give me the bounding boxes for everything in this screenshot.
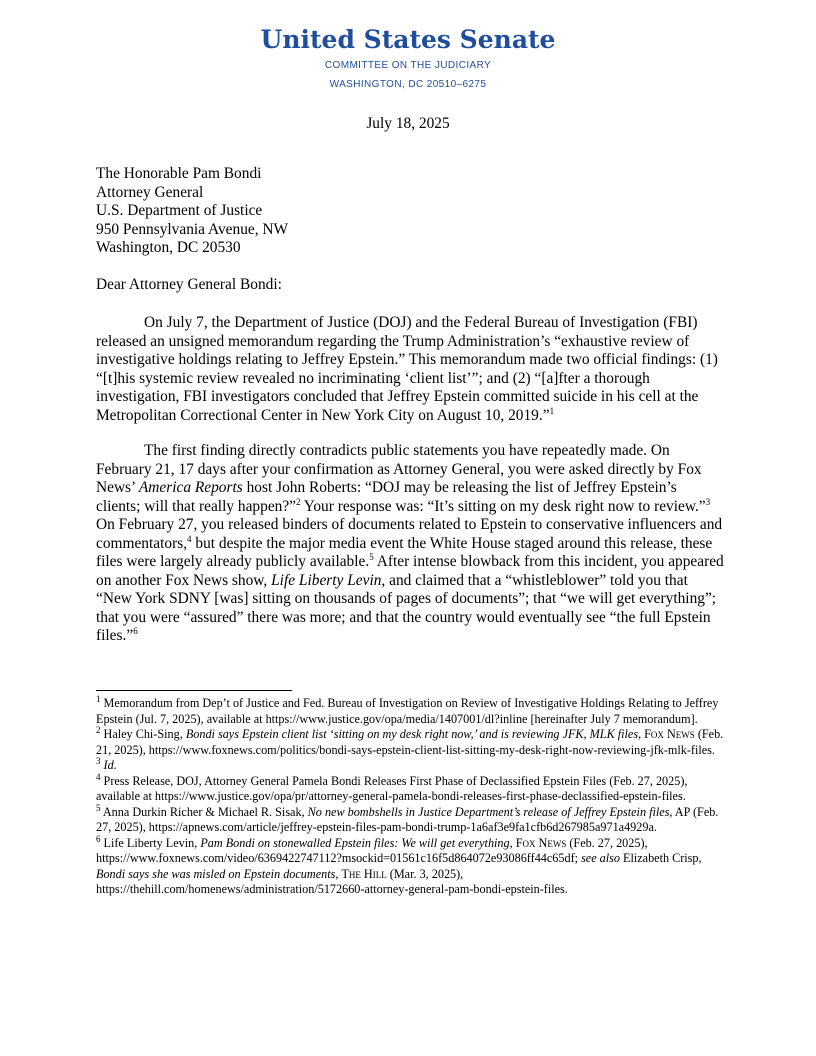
paragraph-2-text: After intense blowback from this incident, you appeared on another Fox News show, [96, 553, 724, 589]
footnote-number: 6 [96, 833, 101, 844]
footnote-number: 2 [96, 724, 101, 735]
footnote-text: Memorandum from Dep’t of Justice and Fed. Bureau of Investigation on Review of Investigative Holdings Relating to Jeffrey Epstein (Jul. 7, 2025), available at https://www.justice.gov/opa/media/1407001/dl?inline [hereinafter July 7 memorandum]. [96, 696, 719, 726]
footnote-text: Press Release, DOJ, Attorney General Pamela Bondi Releases First Phase of Declassified Epstein Files (Feb. 27, 2025), available at https://www.justice.gov/opa/pr/attorney-general-pamela-bondi-releases-first-phase-declassified-epstein-files. [96, 773, 688, 803]
footnote-3 [96, 755, 726, 774]
footnote-2 [96, 724, 726, 758]
footnote-text: (Feb. 21, 2025), https://www.foxnews.com/politics/bondi-says-epstein-client-list-sitting-my-desk-right-now-reviewing-jfk-mlk-files. [96, 727, 724, 757]
footnote-text: , [638, 727, 645, 741]
footnote-outlet: Fox News [515, 835, 567, 850]
footnote-number: 3 [96, 755, 101, 766]
footnote-ref: 2 [296, 496, 301, 507]
footnote-text: Elizabeth Crisp, [620, 851, 702, 865]
letterhead-committee: COMMITTEE ON THE JUDICIARY [324, 60, 492, 71]
recipient-line: U.S. Department of Justice [96, 202, 263, 219]
footnote-number: 1 [96, 693, 101, 704]
footnote-5 [96, 802, 726, 836]
paragraph-1 [96, 314, 724, 425]
letterhead [0, 24, 816, 94]
paragraph-2-text: Your response was: “It’s sitting on my desk right now to review.” [300, 497, 706, 515]
footnote-number: 4 [96, 771, 101, 782]
footnote-text: (Mar. 3, 2025), https://thehill.com/homenews/administration/5172660-attorney-general-pam-bondi-epstein-files. [96, 866, 568, 896]
recipient-line: 950 Pennsylvania Avenue, NW [96, 220, 289, 238]
footnote-4 [96, 771, 726, 805]
paragraph-2-text: host John Roberts: “DOJ may be releasing the list of Jeffrey Epstein’s clients; will that really happen?” [96, 479, 677, 515]
footnote-title: No new bombshells in Justice Department’s release of Jeffrey Epstein files [307, 804, 670, 819]
recipient-line: Attorney General [96, 183, 204, 201]
footnote-text: (Feb. 27, 2025), https://www.foxnews.com/video/6369422747112?msockid=01561c16f5d864072e93086ff44c65df; [96, 835, 648, 865]
paragraph-2-text: The first finding directly contradicts public statements you have repeatedly made. On February 21, 17 days after your confirmation as Attorney General, you were asked directly by Fox News’ [96, 442, 702, 496]
footnote-text: Haley Chi-Sing, [103, 727, 186, 741]
recipient-line: The Honorable Pam Bondi [96, 165, 262, 182]
paragraph-2-text: On February 27, you released binders of documents related to Epstein to conservative influencers and commentators, [96, 516, 723, 552]
footnote-divider [96, 690, 292, 691]
footnote-outlet: Fox News [644, 727, 695, 741]
footnotes [96, 693, 726, 898]
footnote-ref: 5 [369, 551, 374, 562]
footnote-title: Bondi says she was misled on Epstein documents [96, 866, 336, 881]
footnote-6 [96, 833, 726, 898]
recipient-line: Washington, DC 20530 [96, 239, 241, 256]
show-title: America Reports [138, 479, 243, 496]
footnote-number: 5 [96, 802, 101, 813]
footnote-signal: see also [581, 851, 620, 865]
footnote-title: Bondi says Epstein client list ‘sitting on my desk right now,’ and is reviewing JFK, MLK files [185, 727, 639, 741]
footnote-ref: 4 [187, 533, 192, 544]
letter-date: July 18, 2025 [366, 115, 450, 132]
footnote-text: , [509, 835, 516, 850]
letterhead-title: United States Senate [260, 25, 556, 54]
footnote-outlet: The Hill [341, 866, 387, 881]
recipient-address [96, 165, 724, 258]
footnote-text: Life Liberty Levin, [103, 835, 201, 850]
footnote-text: , AP (Feb. 27, 2025), https://apnews.com/article/jeffrey-epstein-files-pam-bondi-trump-1a6af3e9fa1cfb6d267985a971a4929a. [96, 804, 719, 834]
footnote-text: Anna Durkin Richer & Michael R. Sisak, [102, 804, 308, 819]
paragraph-2-text: , and claimed that a “whistleblower” told you that “New York SDNY [was] sitting on thousands of pages of documents”; that “we will get everything”; that you were “assured” there was more; and that the country would eventually see “the full Epstein files.” [96, 571, 717, 644]
paragraph-2 [96, 442, 724, 646]
footnote-text: Id. [103, 758, 117, 772]
show-title: Life Liberty Levin [271, 571, 382, 589]
footnote-ref: 6 [133, 625, 138, 636]
letterhead-address: WASHINGTON, DC 20510–6275 [329, 79, 487, 90]
footnote-title: Pam Bondi on stonewalled Epstein files: We will get everything [200, 835, 510, 850]
footnote-text: , [335, 866, 342, 881]
paragraph-2-text: but despite the major media event the White House staged around this release, these files were largely already publicly available. [96, 534, 713, 570]
paragraph-1-text: On July 7, the Department of Justice (DOJ) and the Federal Bureau of Investigation (FBI) released an unsigned memorandum regarding the Trump Administration’s “exhaustive review of investigative holdings relating to Jeffrey Epstein.” This memorandum made two official findings: (1) “[t]his systemic review revealed no incriminating ‘client list’”; and (2) “[a]fter a thorough investigation, FBI investigators concluded that Jeffrey Epstein committed suicide in his cell at the Metropolitan Correctional Center in New York City on August 10, 2019.” [96, 314, 718, 424]
footnote-ref: 1 [549, 405, 555, 416]
footnote-ref: 3 [705, 496, 711, 507]
footnote-1 [96, 693, 726, 727]
salutation: Dear Attorney General Bondi: [96, 276, 282, 293]
